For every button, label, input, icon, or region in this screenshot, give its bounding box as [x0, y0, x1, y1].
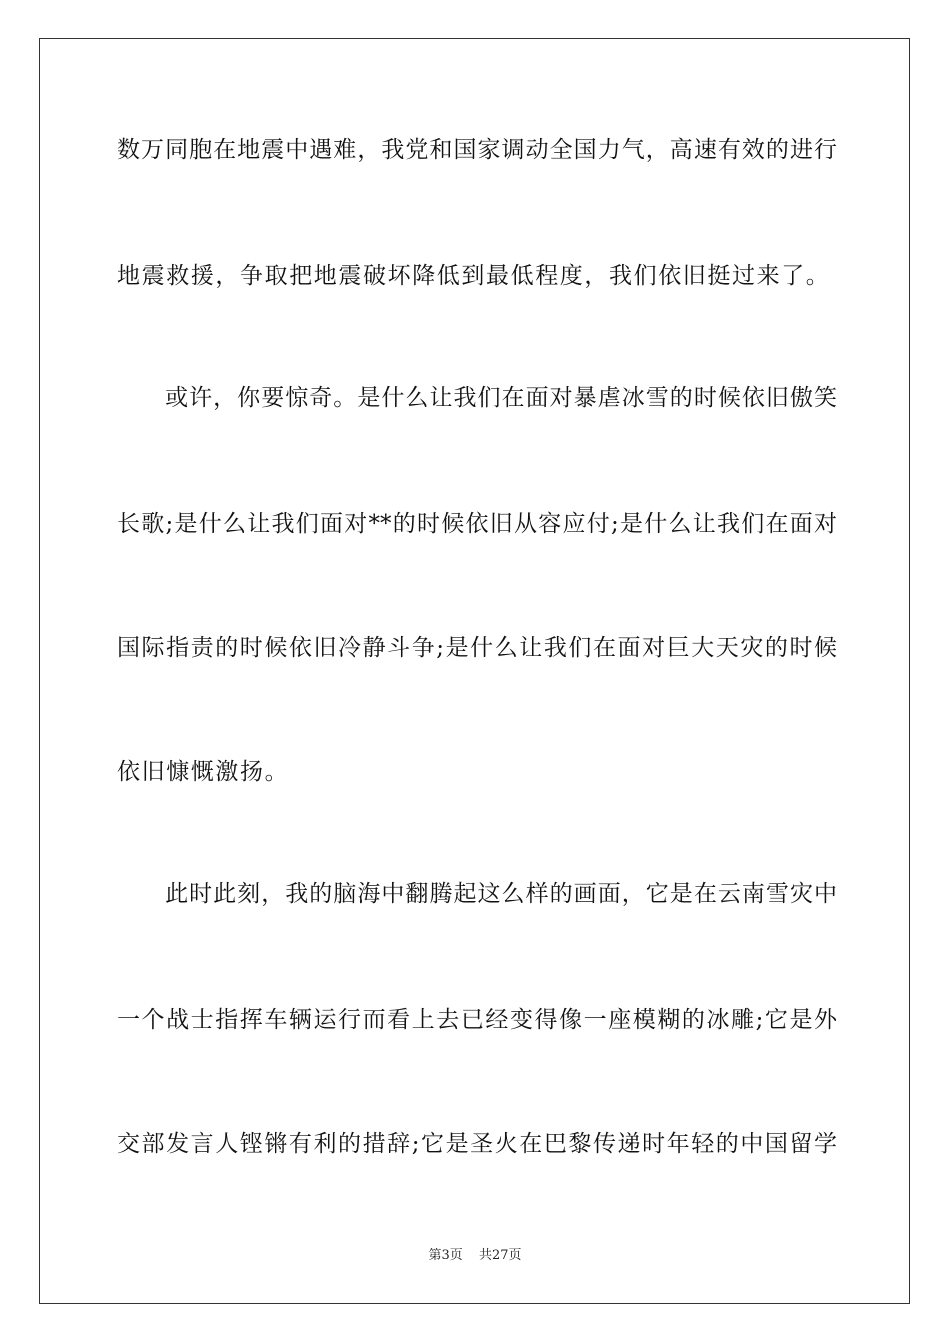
paragraph-line: 或许，你要惊奇。是什么让我们在面对暴虐冰雪的时候依旧傲笑: [117, 385, 837, 411]
total-page-count: 共27页: [478, 1248, 522, 1263]
paragraph-line: 交部发言人铿锵有利的措辞;它是圣火在巴黎传递时年轻的中国留学: [117, 1131, 837, 1157]
page-footer: [0, 1248, 950, 1264]
paragraph-line: 国际指责的时候依旧冷静斗争;是什么让我们在面对巨大天灾的时候: [117, 635, 837, 661]
current-page-number: 第3页: [428, 1248, 463, 1263]
paragraph-line: 地震救援，争取把地震破坏降低到最低程度，我们依旧挺过来了。: [117, 263, 831, 289]
paragraph-line: 一个战士指挥车辆运行而看上去已经变得像一座模糊的冰雕;它是外: [117, 1007, 837, 1033]
paragraph-line: 数万同胞在地震中遇难，我党和国家调动全国力气，高速有效的进行: [117, 137, 837, 163]
paragraph-line: 长歌;是什么让我们面对**的时候依旧从容应付;是什么让我们在面对: [117, 511, 837, 537]
paragraph-line: 此时此刻，我的脑海中翻腾起这么样的画面，它是在云南雪灾中: [117, 881, 837, 907]
page-border: [39, 38, 910, 1304]
paragraph-line: 依旧慷慨激扬。: [117, 759, 290, 785]
